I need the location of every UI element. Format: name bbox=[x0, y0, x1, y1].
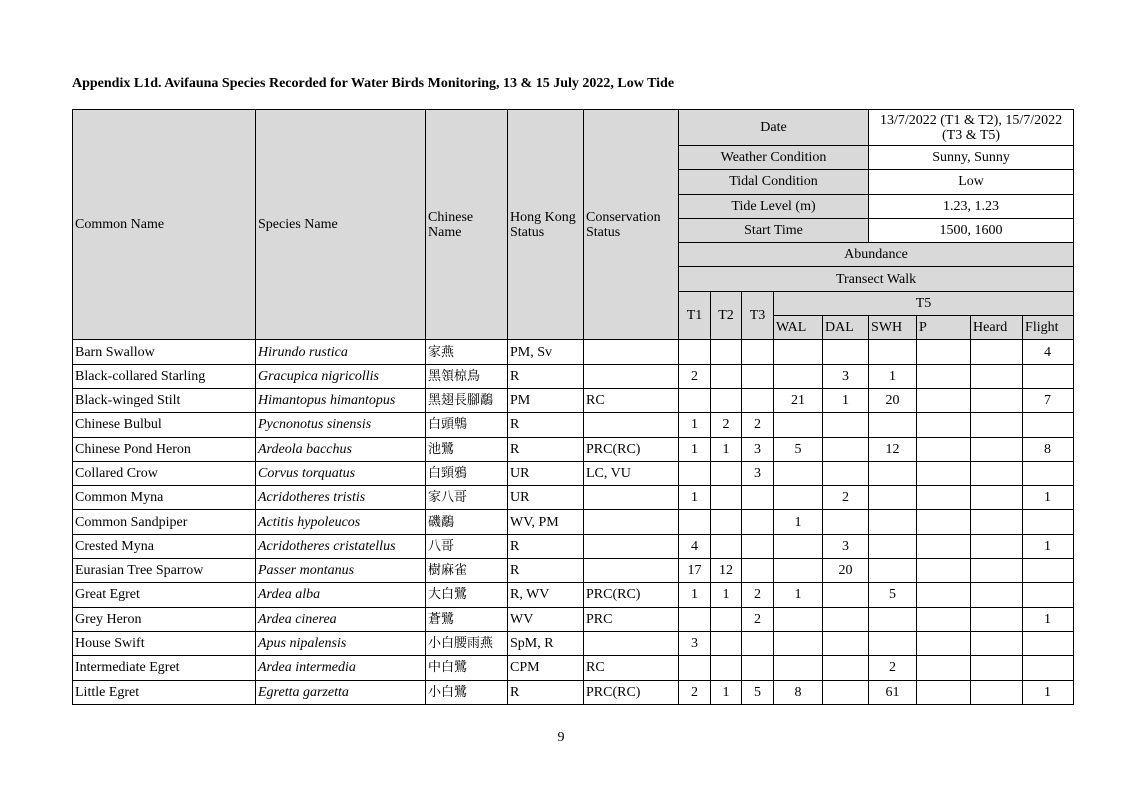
t3-count-cell bbox=[742, 388, 774, 412]
dal-count-cell: 3 bbox=[823, 364, 869, 388]
t1-count-cell bbox=[679, 607, 711, 631]
flight-count-cell: 4 bbox=[1023, 340, 1074, 364]
flight-count-cell bbox=[1023, 583, 1074, 607]
hk-status-cell: R bbox=[508, 559, 584, 583]
header-species-name: Species Name bbox=[256, 110, 426, 340]
flight-count-cell bbox=[1023, 461, 1074, 485]
chinese-name-cell: 中白鷺 bbox=[426, 656, 508, 680]
flight-count-cell: 1 bbox=[1023, 607, 1074, 631]
header-weather-label: Weather Condition bbox=[679, 146, 869, 170]
p-count-cell bbox=[917, 340, 971, 364]
swh-count-cell: 20 bbox=[869, 388, 917, 412]
species-name-cell: Corvus torquatus bbox=[256, 461, 426, 485]
species-name-cell: Acridotheres cristatellus bbox=[256, 534, 426, 558]
chinese-name-cell: 池鷺 bbox=[426, 437, 508, 461]
common-name-cell: Common Myna bbox=[73, 486, 256, 510]
heard-count-cell bbox=[971, 680, 1023, 704]
common-name-cell: Grey Heron bbox=[73, 607, 256, 631]
table-row bbox=[73, 680, 1074, 704]
swh-count-cell: 5 bbox=[869, 583, 917, 607]
header-flight: Flight bbox=[1023, 316, 1074, 340]
flight-count-cell bbox=[1023, 656, 1074, 680]
conservation-status-cell bbox=[584, 340, 679, 364]
table-row bbox=[73, 510, 1074, 534]
dal-count-cell bbox=[823, 437, 869, 461]
flight-count-cell bbox=[1023, 364, 1074, 388]
wal-count-cell bbox=[774, 340, 823, 364]
table-row bbox=[73, 364, 1074, 388]
common-name-cell: Chinese Bulbul bbox=[73, 413, 256, 437]
swh-count-cell bbox=[869, 340, 917, 364]
p-count-cell bbox=[917, 583, 971, 607]
table-row bbox=[73, 583, 1074, 607]
hk-status-cell: R bbox=[508, 413, 584, 437]
dal-count-cell: 20 bbox=[823, 559, 869, 583]
t3-count-cell bbox=[742, 486, 774, 510]
t2-count-cell bbox=[711, 340, 742, 364]
species-name-cell: Ardea alba bbox=[256, 583, 426, 607]
chinese-name-cell: 家燕 bbox=[426, 340, 508, 364]
table-row bbox=[73, 340, 1074, 364]
t2-count-cell: 12 bbox=[711, 559, 742, 583]
wal-count-cell bbox=[774, 534, 823, 558]
dal-count-cell bbox=[823, 461, 869, 485]
conservation-status-cell bbox=[584, 486, 679, 510]
flight-count-cell: 1 bbox=[1023, 486, 1074, 510]
p-count-cell bbox=[917, 559, 971, 583]
p-count-cell bbox=[917, 510, 971, 534]
conservation-status-cell: PRC(RC) bbox=[584, 437, 679, 461]
wal-count-cell: 1 bbox=[774, 583, 823, 607]
t2-count-cell bbox=[711, 631, 742, 655]
hk-status-cell: PM bbox=[508, 388, 584, 412]
common-name-cell: Barn Swallow bbox=[73, 340, 256, 364]
table-row bbox=[73, 534, 1074, 558]
swh-count-cell: 2 bbox=[869, 656, 917, 680]
heard-count-cell bbox=[971, 486, 1023, 510]
hk-status-cell: PM, Sv bbox=[508, 340, 584, 364]
header-chinese-name: Chinese Name bbox=[426, 110, 508, 340]
dal-count-cell: 3 bbox=[823, 534, 869, 558]
flight-count-cell: 1 bbox=[1023, 534, 1074, 558]
header-conservation-status: Conservation Status bbox=[584, 110, 679, 340]
common-name-cell: Chinese Pond Heron bbox=[73, 437, 256, 461]
swh-count-cell: 12 bbox=[869, 437, 917, 461]
conservation-status-cell: RC bbox=[584, 656, 679, 680]
heard-count-cell bbox=[971, 364, 1023, 388]
t1-count-cell: 2 bbox=[679, 680, 711, 704]
conservation-status-cell: PRC(RC) bbox=[584, 583, 679, 607]
table-body bbox=[73, 340, 1074, 704]
swh-count-cell bbox=[869, 413, 917, 437]
swh-count-cell: 1 bbox=[869, 364, 917, 388]
hk-status-cell: CPM bbox=[508, 656, 584, 680]
species-name-cell: Ardea cinerea bbox=[256, 607, 426, 631]
t1-count-cell bbox=[679, 461, 711, 485]
p-count-cell bbox=[917, 656, 971, 680]
conservation-status-cell bbox=[584, 631, 679, 655]
t2-count-cell bbox=[711, 607, 742, 631]
wal-count-cell: 5 bbox=[774, 437, 823, 461]
flight-count-cell bbox=[1023, 510, 1074, 534]
t3-count-cell: 3 bbox=[742, 461, 774, 485]
t3-count-cell: 5 bbox=[742, 680, 774, 704]
hk-status-cell: UR bbox=[508, 461, 584, 485]
header-tide-level-label: Tide Level (m) bbox=[679, 194, 869, 218]
flight-count-cell bbox=[1023, 631, 1074, 655]
chinese-name-cell: 黑翅長腳鷸 bbox=[426, 388, 508, 412]
table-row bbox=[73, 631, 1074, 655]
hk-status-cell: WV, PM bbox=[508, 510, 584, 534]
flight-count-cell: 8 bbox=[1023, 437, 1074, 461]
chinese-name-cell: 白頸鴉 bbox=[426, 461, 508, 485]
header-date-value: 13/7/2022 (T1 & T2), 15/7/2022 (T3 & T5) bbox=[869, 110, 1074, 146]
dal-count-cell bbox=[823, 680, 869, 704]
wal-count-cell bbox=[774, 631, 823, 655]
heard-count-cell bbox=[971, 461, 1023, 485]
species-name-cell: Apus nipalensis bbox=[256, 631, 426, 655]
conservation-status-cell bbox=[584, 364, 679, 388]
header-dal: DAL bbox=[823, 316, 869, 340]
hk-status-cell: R bbox=[508, 437, 584, 461]
dal-count-cell: 1 bbox=[823, 388, 869, 412]
p-count-cell bbox=[917, 437, 971, 461]
header-date-label: Date bbox=[679, 110, 869, 146]
hk-status-cell: WV bbox=[508, 607, 584, 631]
common-name-cell: Crested Myna bbox=[73, 534, 256, 558]
species-name-cell: Hirundo rustica bbox=[256, 340, 426, 364]
t2-count-cell: 1 bbox=[711, 437, 742, 461]
swh-count-cell bbox=[869, 461, 917, 485]
common-name-cell: Eurasian Tree Sparrow bbox=[73, 559, 256, 583]
table-row bbox=[73, 559, 1074, 583]
swh-count-cell bbox=[869, 510, 917, 534]
conservation-status-cell: PRC(RC) bbox=[584, 680, 679, 704]
flight-count-cell bbox=[1023, 413, 1074, 437]
hk-status-cell: R bbox=[508, 534, 584, 558]
species-name-cell: Actitis hypoleucos bbox=[256, 510, 426, 534]
page-title: Appendix L1d. Avifauna Species Recorded for Water Birds Monitoring, 13 & 15 July 2022, Low Tide bbox=[72, 76, 675, 91]
heard-count-cell bbox=[971, 437, 1023, 461]
common-name-cell: House Swift bbox=[73, 631, 256, 655]
header-swh: SWH bbox=[869, 316, 917, 340]
heard-count-cell bbox=[971, 388, 1023, 412]
flight-count-cell: 1 bbox=[1023, 680, 1074, 704]
dal-count-cell bbox=[823, 510, 869, 534]
t3-count-cell bbox=[742, 559, 774, 583]
t3-count-cell bbox=[742, 340, 774, 364]
table-row bbox=[73, 437, 1074, 461]
species-name-cell: Ardea intermedia bbox=[256, 656, 426, 680]
conservation-status-cell bbox=[584, 413, 679, 437]
species-name-cell: Ardeola bacchus bbox=[256, 437, 426, 461]
p-count-cell bbox=[917, 607, 971, 631]
header-p: P bbox=[917, 316, 971, 340]
hk-status-cell: R, WV bbox=[508, 583, 584, 607]
hk-status-cell: R bbox=[508, 680, 584, 704]
page-number: 9 bbox=[557, 730, 565, 745]
common-name-cell: Intermediate Egret bbox=[73, 656, 256, 680]
heard-count-cell bbox=[971, 631, 1023, 655]
t3-count-cell bbox=[742, 534, 774, 558]
header-t1: T1 bbox=[679, 291, 711, 340]
t1-count-cell bbox=[679, 340, 711, 364]
wal-count-cell: 1 bbox=[774, 510, 823, 534]
species-name-cell: Egretta garzetta bbox=[256, 680, 426, 704]
t2-count-cell: 1 bbox=[711, 583, 742, 607]
table-row bbox=[73, 461, 1074, 485]
header-t5: T5 bbox=[774, 291, 1074, 315]
hk-status-cell: R bbox=[508, 364, 584, 388]
t2-count-cell bbox=[711, 486, 742, 510]
header-wal: WAL bbox=[774, 316, 823, 340]
chinese-name-cell: 八哥 bbox=[426, 534, 508, 558]
swh-count-cell bbox=[869, 631, 917, 655]
heard-count-cell bbox=[971, 534, 1023, 558]
header-tide-level-value: 1.23, 1.23 bbox=[869, 194, 1074, 218]
conservation-status-cell: RC bbox=[584, 388, 679, 412]
t1-count-cell: 1 bbox=[679, 486, 711, 510]
common-name-cell: Little Egret bbox=[73, 680, 256, 704]
dal-count-cell bbox=[823, 607, 869, 631]
wal-count-cell bbox=[774, 461, 823, 485]
t1-count-cell: 1 bbox=[679, 437, 711, 461]
chinese-name-cell: 小白腰雨燕 bbox=[426, 631, 508, 655]
chinese-name-cell: 樹麻雀 bbox=[426, 559, 508, 583]
swh-count-cell bbox=[869, 607, 917, 631]
dal-count-cell bbox=[823, 340, 869, 364]
t1-count-cell: 2 bbox=[679, 364, 711, 388]
heard-count-cell bbox=[971, 510, 1023, 534]
conservation-status-cell bbox=[584, 510, 679, 534]
heard-count-cell bbox=[971, 607, 1023, 631]
t2-count-cell: 1 bbox=[711, 680, 742, 704]
conservation-status-cell: PRC bbox=[584, 607, 679, 631]
chinese-name-cell: 白頭鵯 bbox=[426, 413, 508, 437]
t3-count-cell bbox=[742, 364, 774, 388]
wal-count-cell bbox=[774, 486, 823, 510]
t3-count-cell: 2 bbox=[742, 607, 774, 631]
wal-count-cell bbox=[774, 656, 823, 680]
t3-count-cell bbox=[742, 656, 774, 680]
dal-count-cell: 2 bbox=[823, 486, 869, 510]
heard-count-cell bbox=[971, 340, 1023, 364]
t1-count-cell bbox=[679, 510, 711, 534]
t1-count-cell: 1 bbox=[679, 583, 711, 607]
chinese-name-cell: 大白鷺 bbox=[426, 583, 508, 607]
dal-count-cell bbox=[823, 583, 869, 607]
dal-count-cell bbox=[823, 631, 869, 655]
table-row bbox=[73, 388, 1074, 412]
t2-count-cell bbox=[711, 388, 742, 412]
header-abundance: Abundance bbox=[679, 243, 1074, 267]
header-start-time-label: Start Time bbox=[679, 218, 869, 242]
t1-count-cell bbox=[679, 656, 711, 680]
swh-count-cell: 61 bbox=[869, 680, 917, 704]
conservation-status-cell bbox=[584, 534, 679, 558]
header-common-name: Common Name bbox=[73, 110, 256, 340]
p-count-cell bbox=[917, 631, 971, 655]
dal-count-cell bbox=[823, 656, 869, 680]
header-t3: T3 bbox=[742, 291, 774, 340]
flight-count-cell: 7 bbox=[1023, 388, 1074, 412]
wal-count-cell bbox=[774, 364, 823, 388]
common-name-cell: Great Egret bbox=[73, 583, 256, 607]
chinese-name-cell: 家八哥 bbox=[426, 486, 508, 510]
wal-count-cell bbox=[774, 413, 823, 437]
common-name-cell: Black-winged Stilt bbox=[73, 388, 256, 412]
common-name-cell: Common Sandpiper bbox=[73, 510, 256, 534]
header-transect-walk: Transect Walk bbox=[679, 267, 1074, 291]
species-name-cell: Passer montanus bbox=[256, 559, 426, 583]
p-count-cell bbox=[917, 461, 971, 485]
common-name-cell: Collared Crow bbox=[73, 461, 256, 485]
t3-count-cell: 2 bbox=[742, 413, 774, 437]
dal-count-cell bbox=[823, 413, 869, 437]
header-start-time-value: 1500, 1600 bbox=[869, 218, 1074, 242]
common-name-cell: Black-collared Starling bbox=[73, 364, 256, 388]
chinese-name-cell: 磯鷸 bbox=[426, 510, 508, 534]
heard-count-cell bbox=[971, 413, 1023, 437]
t3-count-cell: 3 bbox=[742, 437, 774, 461]
t3-count-cell bbox=[742, 631, 774, 655]
header-tidal-label: Tidal Condition bbox=[679, 170, 869, 194]
t2-count-cell: 2 bbox=[711, 413, 742, 437]
header-t2: T2 bbox=[711, 291, 742, 340]
species-name-cell: Gracupica nigricollis bbox=[256, 364, 426, 388]
t1-count-cell: 17 bbox=[679, 559, 711, 583]
p-count-cell bbox=[917, 388, 971, 412]
swh-count-cell bbox=[869, 534, 917, 558]
species-name-cell: Acridotheres tristis bbox=[256, 486, 426, 510]
header-heard: Heard bbox=[971, 316, 1023, 340]
hk-status-cell: SpM, R bbox=[508, 631, 584, 655]
t1-count-cell: 1 bbox=[679, 413, 711, 437]
p-count-cell bbox=[917, 486, 971, 510]
table-row bbox=[73, 486, 1074, 510]
chinese-name-cell: 小白鷺 bbox=[426, 680, 508, 704]
species-name-cell: Himantopus himantopus bbox=[256, 388, 426, 412]
t3-count-cell: 2 bbox=[742, 583, 774, 607]
heard-count-cell bbox=[971, 583, 1023, 607]
species-table bbox=[72, 109, 1074, 705]
chinese-name-cell: 黑領椋鳥 bbox=[426, 364, 508, 388]
conservation-status-cell bbox=[584, 559, 679, 583]
t1-count-cell: 3 bbox=[679, 631, 711, 655]
header-hk-status: Hong Kong Status bbox=[508, 110, 584, 340]
t3-count-cell bbox=[742, 510, 774, 534]
p-count-cell bbox=[917, 364, 971, 388]
t2-count-cell bbox=[711, 461, 742, 485]
table-row bbox=[73, 656, 1074, 680]
wal-count-cell bbox=[774, 607, 823, 631]
header-tidal-value: Low bbox=[869, 170, 1074, 194]
flight-count-cell bbox=[1023, 559, 1074, 583]
wal-count-cell: 8 bbox=[774, 680, 823, 704]
header-weather-value: Sunny, Sunny bbox=[869, 146, 1074, 170]
species-name-cell: Pycnonotus sinensis bbox=[256, 413, 426, 437]
table-row bbox=[73, 607, 1074, 631]
swh-count-cell bbox=[869, 559, 917, 583]
t2-count-cell bbox=[711, 510, 742, 534]
t2-count-cell bbox=[711, 364, 742, 388]
heard-count-cell bbox=[971, 559, 1023, 583]
t2-count-cell bbox=[711, 656, 742, 680]
hk-status-cell: UR bbox=[508, 486, 584, 510]
t2-count-cell bbox=[711, 534, 742, 558]
conservation-status-cell: LC, VU bbox=[584, 461, 679, 485]
heard-count-cell bbox=[971, 656, 1023, 680]
wal-count-cell: 21 bbox=[774, 388, 823, 412]
p-count-cell bbox=[917, 413, 971, 437]
wal-count-cell bbox=[774, 559, 823, 583]
t1-count-cell: 4 bbox=[679, 534, 711, 558]
chinese-name-cell: 蒼鷺 bbox=[426, 607, 508, 631]
p-count-cell bbox=[917, 534, 971, 558]
table-row bbox=[73, 413, 1074, 437]
t1-count-cell bbox=[679, 388, 711, 412]
swh-count-cell bbox=[869, 486, 917, 510]
p-count-cell bbox=[917, 680, 971, 704]
